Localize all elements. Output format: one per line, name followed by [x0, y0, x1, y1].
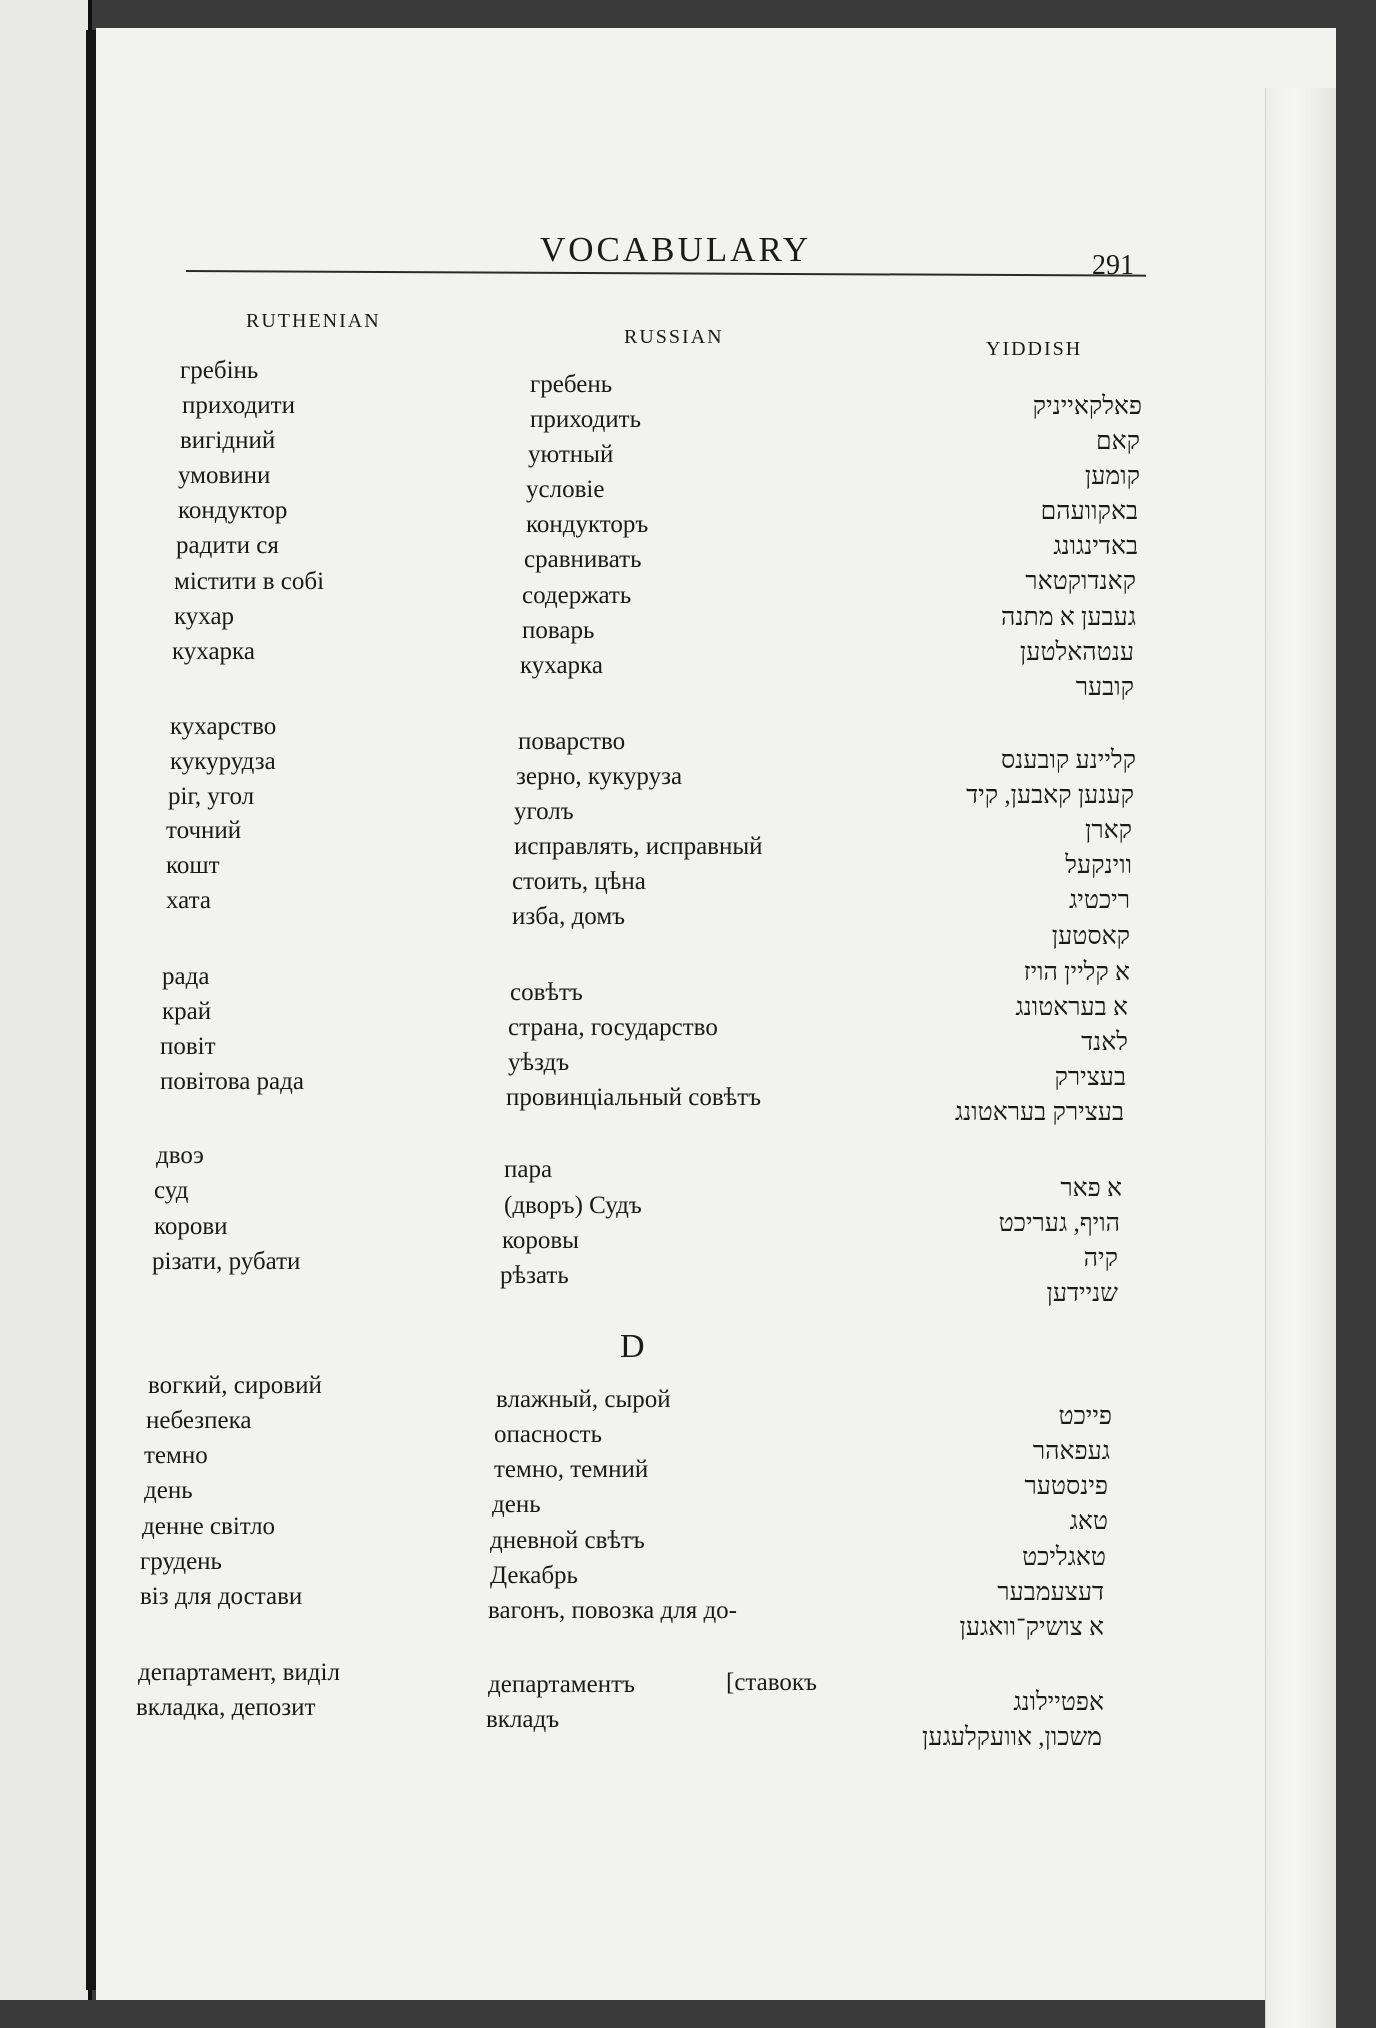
yiddish-entry-28: טאג	[1069, 1508, 1108, 1535]
russian-entry-9: кухарка	[520, 652, 603, 679]
ruthenian-entry-29: грудень	[140, 1548, 222, 1575]
yiddish-entry-8: ענטהאלטען	[1019, 639, 1134, 666]
yiddish-entry-30: דעצעמבער	[997, 1579, 1104, 1606]
yiddish-entry-22: הויף, געריכט	[998, 1210, 1120, 1237]
column-head-yiddish: YIDDISH	[986, 338, 1083, 360]
russian-entry-4: условіе	[526, 476, 605, 503]
russian-entry-2: приходить	[530, 406, 642, 433]
ruthenian-entry-30: віз для достави	[140, 1583, 303, 1610]
ruthenian-entry-19: повітова рада	[160, 1068, 304, 1095]
ruthenian-entry-32: вкладка, депозит	[136, 1694, 316, 1721]
yiddish-entry-26: געפאהר	[1032, 1438, 1110, 1465]
russian-entry-19: провинціальный совѣтъ	[506, 1084, 762, 1111]
russian-entry-23: рѣзать	[500, 1262, 569, 1289]
russian-entry-3: уютный	[528, 441, 614, 468]
ruthenian-entry-4: умовини	[178, 462, 271, 489]
russian-entry-1: гребень	[530, 371, 613, 398]
yiddish-entry-31: א צושיק־וואגען	[959, 1614, 1104, 1641]
yiddish-entry-1: פאלקאייניק	[1032, 393, 1142, 420]
russian-entry-5: кондукторъ	[526, 511, 649, 538]
russian-entry-24: влажный, сырой	[496, 1386, 671, 1413]
yiddish-entry-18: לאנד	[1081, 1029, 1128, 1056]
yiddish-entry-27: פינסטער	[1024, 1473, 1108, 1500]
russian-entry-13: исправлять, исправный	[514, 833, 763, 860]
yiddish-entry-11: קענען קאבען, קיד	[966, 782, 1134, 809]
ruthenian-entry-7: містити в собі	[174, 568, 325, 595]
ruthenian-entry-24: вогкий, сировий	[148, 1372, 322, 1399]
ruthenian-entry-12: ріг, угол	[168, 783, 255, 810]
russian-entry-8: поварь	[522, 617, 595, 644]
russian-entry-29: Декабрь	[490, 1562, 578, 1589]
russian-entry-11: зерно, кукуруза	[516, 763, 683, 790]
ruthenian-entry-27: день	[144, 1477, 193, 1504]
yiddish-entry-24: שניידען	[1046, 1280, 1118, 1307]
ruthenian-entry-11: кукурудза	[170, 748, 276, 775]
russian-entry-22: коровы	[502, 1227, 579, 1254]
ruthenian-entry-21: суд	[154, 1177, 189, 1204]
russian-entry-6: сравнивать	[524, 546, 642, 573]
russian-entry-10: поварство	[518, 728, 626, 755]
russian-entry-25: опасность	[494, 1421, 602, 1448]
running-head: VOCABULARY	[540, 230, 812, 269]
russian-entry-21: (дворъ) Судъ	[504, 1192, 642, 1219]
russian-entry-16: совѣтъ	[510, 979, 583, 1006]
yiddish-entry-4: באקוועהם	[1040, 498, 1138, 525]
ruthenian-entry-22: корови	[154, 1213, 228, 1240]
page-number: 291	[1092, 250, 1134, 281]
page-stack-edge	[1265, 88, 1336, 2028]
russian-entry-27: день	[492, 1491, 541, 1518]
yiddish-entry-17: א בעראטונג	[1015, 994, 1128, 1021]
yiddish-entry-14: ריכטיג	[1069, 887, 1130, 914]
column-head-ruthenian: RUTHENIAN	[246, 310, 381, 332]
yiddish-entry-9: קובער	[1075, 674, 1134, 701]
yiddish-entry-6: קאנדוקטאר	[1025, 568, 1136, 595]
ruthenian-entry-16: рада	[162, 963, 210, 990]
russian-entry-32: вкладъ	[486, 1706, 560, 1733]
russian-entry-28: дневной свѣтъ	[490, 1527, 645, 1554]
yiddish-entry-10: קליינע קובענס	[1000, 747, 1136, 774]
russian-entry-26: темно, темний	[494, 1456, 649, 1483]
ruthenian-entry-28: денне світло	[142, 1513, 276, 1540]
column-head-russian: RUSSIAN	[624, 326, 724, 348]
yiddish-entry-29: טאגליכט	[1022, 1544, 1106, 1571]
ruthenian-entry-18: повіт	[160, 1033, 216, 1060]
yiddish-entry-12: קארן	[1084, 817, 1132, 844]
russian-entry-33: [ставокъ	[726, 1669, 817, 1696]
russian-entry-14: стоить, цѣна	[512, 868, 646, 895]
ruthenian-entry-17: край	[162, 998, 212, 1025]
yiddish-entry-7: געבען א מתנה	[1000, 604, 1136, 631]
yiddish-entry-19: בעצירק	[1054, 1064, 1126, 1091]
ruthenian-entry-3: вигідний	[180, 427, 276, 454]
yiddish-entry-20: בעצירק בעראטונג	[954, 1099, 1124, 1126]
ruthenian-entry-31: департамент, виділ	[138, 1659, 340, 1686]
yiddish-entry-2: קאם	[1096, 428, 1140, 455]
russian-entry-20: пара	[504, 1156, 553, 1183]
ruthenian-entry-8: кухар	[174, 603, 235, 630]
yiddish-entry-25: פייכט	[1058, 1403, 1112, 1430]
ruthenian-entry-6: радити ся	[176, 532, 279, 559]
ruthenian-entry-25: небезпека	[146, 1407, 252, 1434]
russian-entry-12: уголъ	[514, 798, 574, 825]
russian-entry-18: уѣздъ	[508, 1049, 570, 1076]
yiddish-entry-5: באדינגונג	[1053, 533, 1138, 560]
russian-entry-30: вагонъ, повозка для до-	[488, 1597, 737, 1624]
ruthenian-entry-15: хата	[166, 887, 211, 914]
previous-page-edge	[0, 0, 88, 2000]
ruthenian-entry-1: гребінь	[180, 357, 259, 384]
russian-entry-15: изба, домъ	[512, 903, 626, 930]
yiddish-entry-13: ווינקעל	[1065, 852, 1132, 879]
ruthenian-entry-20: двоэ	[156, 1142, 204, 1169]
russian-entry-31: департаментъ	[488, 1671, 635, 1698]
ruthenian-entry-10: кухарство	[170, 713, 277, 740]
yiddish-entry-33: משכון, אוועקלעגען	[922, 1724, 1102, 1751]
yiddish-entry-32: אפטיילונג	[1013, 1689, 1104, 1716]
ruthenian-entry-13: точний	[166, 817, 242, 844]
yiddish-entry-21: א פאר	[1060, 1175, 1122, 1202]
ruthenian-entry-5: кондуктор	[178, 497, 288, 524]
ruthenian-entry-2: приходити	[182, 392, 295, 419]
yiddish-entry-3: קומען	[1084, 463, 1140, 490]
yiddish-entry-15: קאסטען	[1051, 923, 1130, 950]
section-letter: D	[620, 1328, 645, 1365]
ruthenian-entry-26: темно	[144, 1442, 208, 1469]
yiddish-entry-16: א קליין הויז	[1023, 959, 1130, 986]
russian-entry-17: страна, государство	[508, 1014, 718, 1041]
ruthenian-entry-14: кошт	[166, 852, 220, 879]
russian-entry-7: содержать	[522, 582, 632, 609]
ruthenian-entry-9: кухарка	[172, 638, 255, 665]
ruthenian-entry-23: різати, рубати	[152, 1248, 301, 1275]
yiddish-entry-23: קיה	[1083, 1245, 1118, 1272]
